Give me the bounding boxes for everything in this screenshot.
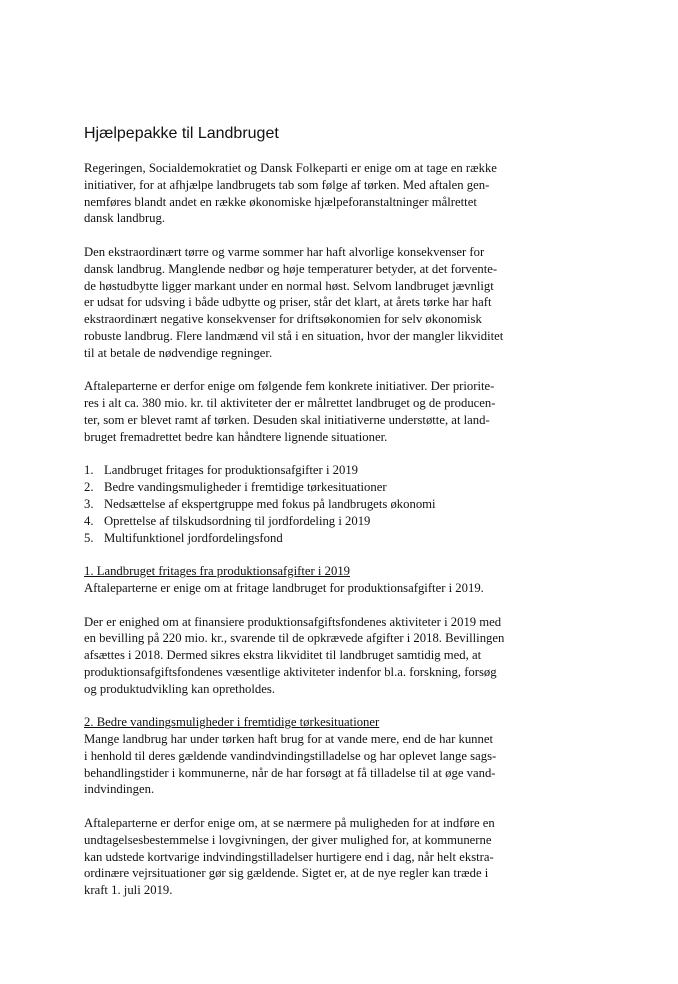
initiatives-list [84, 462, 544, 546]
text-line: undtagelsesbestemmelse i lovgivningen, der giver mulighed for, at kommunerne [84, 832, 492, 847]
list-item [84, 462, 544, 479]
list-item-number: 2. [84, 480, 94, 495]
text-line: Aftaleparterne er derfor enige om, at se nærmere på muligheden for at indføre en [84, 816, 495, 831]
page-title: Hjælpepakke til Landbruget [84, 125, 279, 142]
text-line: res i alt ca. 380 mio. kr. til aktiviteter der er målrettet landbruget og de producen- [84, 396, 496, 411]
list-item-text: Landbruget fritages for produktionsafgifter i 2019 [104, 463, 359, 478]
text-line: behandlingstider i kommunerne, når de har forsøgt at få tilladelse til at øge vand- [84, 765, 496, 780]
text-line: en bevilling på 220 mio. kr., svarende til de opkrævede afgifter i 2018. Bevillingen [84, 631, 505, 646]
text-line: i henhold til deres gældende vandindvindingstilladelse og har oplevet lange sags- [84, 748, 497, 763]
text-line: Mange landbrug har under tørken haft brug for at vande mere, end de har kunnet [84, 732, 494, 747]
section-heading: 1. Landbruget fritages fra produktionsafgifter i 2019 [84, 564, 351, 579]
text-line: ekstraordinært negative konsekvenser for driftsøkonomien for selv økonomisk [84, 312, 482, 327]
section-1 [84, 563, 544, 597]
text-line: dansk landbrug. Manglende nedbør og høje temperaturer betyder, at det forvente- [84, 261, 498, 276]
list-item-text: Multifunktionel jordfordelingsfond [104, 530, 283, 545]
text-line: ordinære vejrsituationer gør sig gældende. Sigtet er, at de nye regler kan træde i [84, 866, 489, 881]
document-page [84, 124, 544, 916]
text-line: bruget fremadrettet bedre kan håndtere lignende situationer. [84, 429, 388, 444]
text-line: produktionsafgiftsfondenes væsentlige aktiviteter indenfor bl.a. forskning, forsøg [84, 664, 497, 679]
intro-paragraph [84, 160, 544, 227]
text-line: initiativer, for at afhjælpe landbrugets tab som følge af tørken. Med aftalen gen- [84, 177, 490, 192]
text-line: nemføres blandt andet en række økonomiske hjælpeforanstaltninger målrettet [84, 194, 477, 209]
text-line: dansk landbrug. [84, 211, 166, 226]
text-line: er udsat for udsving i både udbytte og priser, står det klart, at årets tørke har haft [84, 295, 492, 310]
text-line: Regeringen, Socialdemokratiet og Dansk Folkeparti er enige om at tage en række [84, 161, 497, 175]
text-line: og produktudvikling kan opretholdes. [84, 681, 275, 696]
text-line: Aftaleparterne er enige om at fritage landbruget for produktionsafgifter i 2019. [84, 580, 484, 595]
section-1-paragraph [84, 614, 544, 698]
section-2-paragraph [84, 815, 544, 899]
text-line: afsættes i 2018. Dermed sikres ekstra likviditet til landbruget samtidig med, at [84, 648, 482, 663]
list-item [84, 479, 544, 496]
text-line: Aftaleparterne er derfor enige om følgende fem konkrete initiativer. Der priorite- [84, 379, 495, 394]
initiatives-intro-paragraph [84, 378, 544, 445]
text-line: kan udstede kortvarige indvindingstilladelser hurtigere end i dag, når helt ekstra- [84, 849, 494, 864]
text-line: ter, som er blevet ramt af tørken. Desuden skal initiativerne understøtte, at land- [84, 412, 490, 427]
list-item-text: Oprettelse af tilskudsordning til jordfordeling i 2019 [104, 513, 371, 528]
background-paragraph [84, 244, 544, 362]
section-heading: 2. Bedre vandingsmuligheder i fremtidige tørkesituationer [84, 715, 380, 730]
list-item-number: 1. [84, 463, 94, 478]
text-line: Der er enighed om at finansiere produktionsafgiftsfondenes aktiviteter i 2019 med [84, 614, 502, 629]
list-item [84, 513, 544, 530]
list-item-text: Bedre vandingsmuligheder i fremtidige tørkesituationer [104, 480, 387, 495]
text-line: Den ekstraordinært tørre og varme sommer har haft alvorlige konsekvenser for [84, 244, 485, 259]
list-item-text: Nedsættelse af ekspertgruppe med fokus på landbrugets økonomi [104, 496, 436, 511]
list-item [84, 496, 544, 513]
section-2 [84, 714, 544, 798]
list-item-number: 4. [84, 513, 94, 528]
text-line: indvindingen. [84, 782, 155, 797]
text-line: de høstudbytte ligger markant under en normal høst. Selvom landbruget jævnligt [84, 278, 494, 293]
list-item [84, 530, 544, 547]
list-item-number: 5. [84, 530, 94, 545]
text-line: robuste landbrug. Flere landmænd vil stå i en situation, hvor der mangler likviditet [84, 328, 504, 343]
list-item-number: 3. [84, 496, 94, 511]
text-line: til at betale de nødvendige regninger. [84, 345, 273, 360]
text-line: kraft 1. juli 2019. [84, 883, 173, 898]
